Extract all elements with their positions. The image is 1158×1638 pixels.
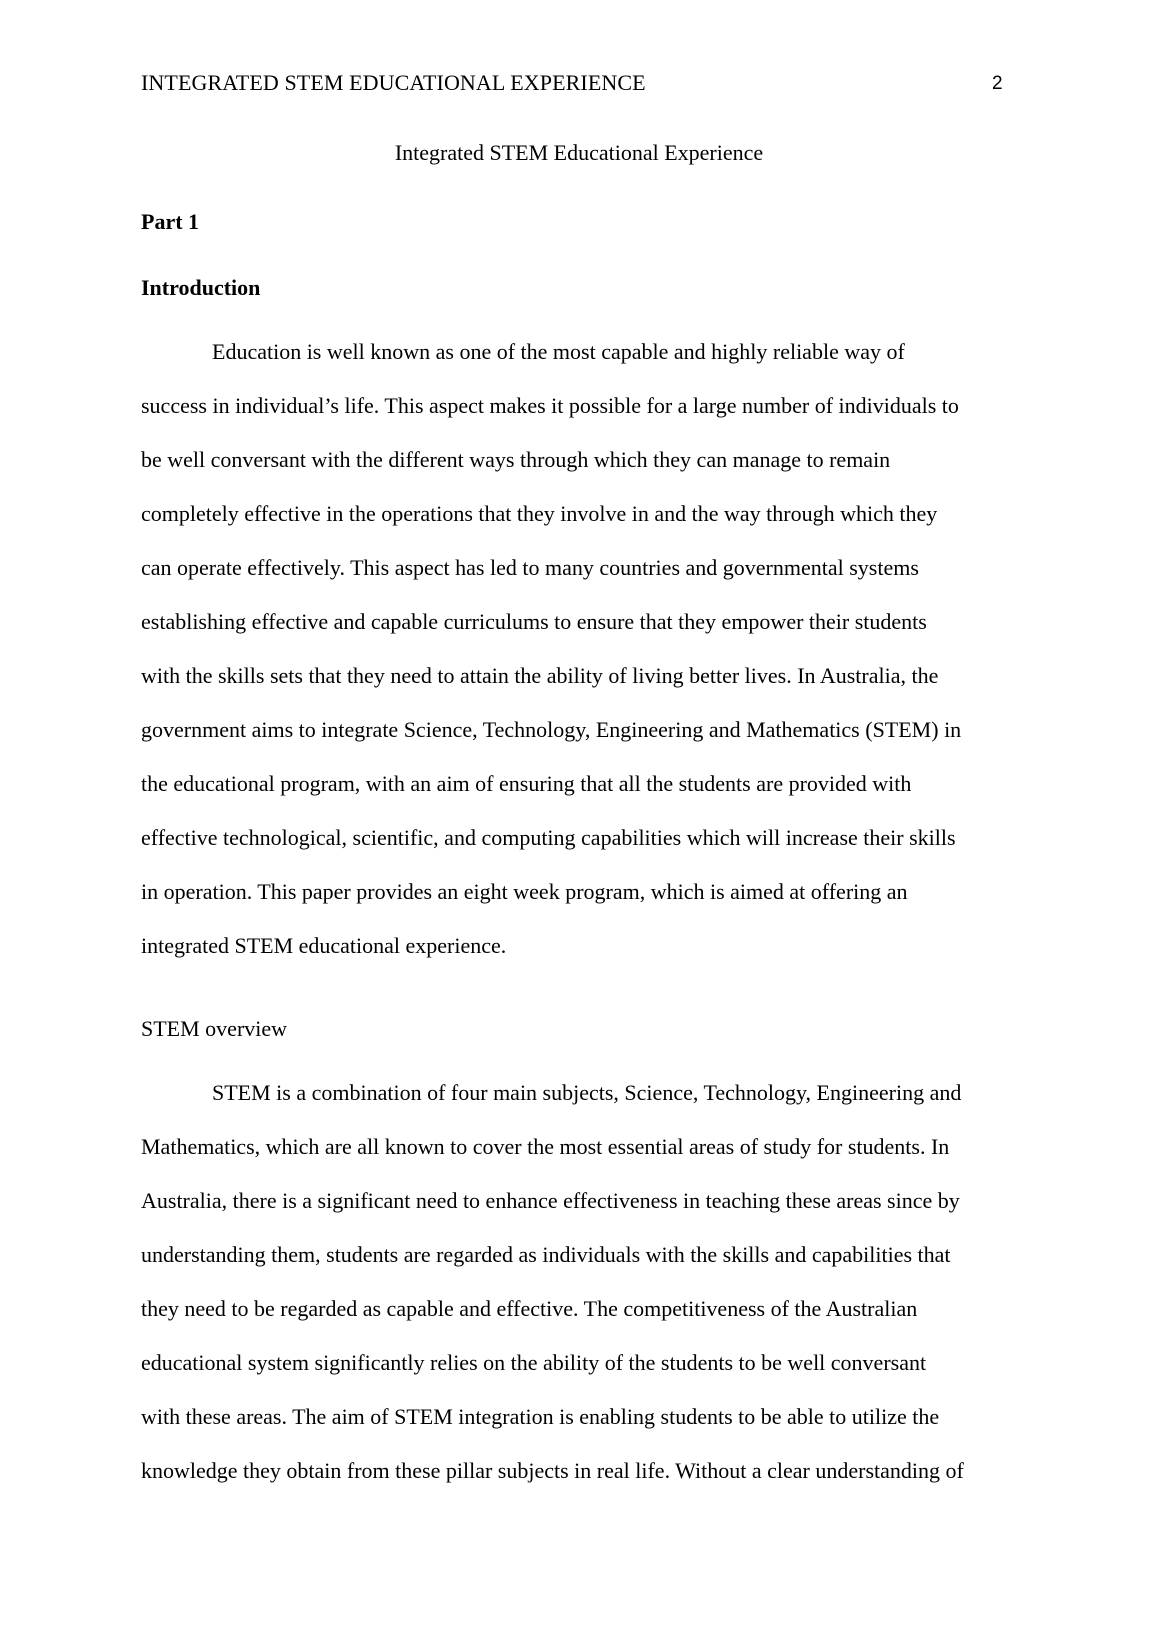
introduction-heading: Introduction xyxy=(141,275,261,300)
introduction-paragraph xyxy=(141,325,1021,973)
running-head: INTEGRATED STEM EDUCATIONAL EXPERIENCE xyxy=(141,70,646,95)
paragraph-line: be well conversant with the different ways through which they can manage to remain xyxy=(141,447,891,472)
paragraph-line: educational system significantly relies on the ability of the students to be well conversant xyxy=(141,1350,927,1375)
paragraph-line: knowledge they obtain from these pillar subjects in real life. Without a clear understanding of xyxy=(141,1458,964,1483)
paragraph-line: success in individual’s life. This aspect makes it possible for a large number of individuals to xyxy=(141,393,959,418)
document-title: Integrated STEM Educational Experience xyxy=(394,140,764,165)
paragraph-line: with the skills sets that they need to attain the ability of living better lives. In Australia, the xyxy=(141,663,939,688)
part-heading: Part 1 xyxy=(141,209,200,234)
paragraph-line: Mathematics, which are all known to cover the most essential areas of study for students. In xyxy=(141,1134,950,1159)
paragraph-line: the educational program, with an aim of ensuring that all the students are provided with xyxy=(141,771,912,796)
paragraph-line: government aims to integrate Science, Technology, Engineering and Mathematics (STEM) in xyxy=(141,717,962,742)
paragraph-line: Australia, there is a significant need to enhance effectiveness in teaching these areas since by xyxy=(141,1188,960,1213)
paragraph-line: Education is well known as one of the most capable and highly reliable way of xyxy=(212,339,905,364)
paragraph-line: they need to be regarded as capable and effective. The competitiveness of the Australian xyxy=(141,1296,918,1321)
paragraph-line: effective technological, scientific, and computing capabilities which will increase their skills xyxy=(141,825,956,850)
paragraph-line: understanding them, students are regarded as individuals with the skills and capabilities that xyxy=(141,1242,951,1267)
paragraph-line: with these areas. The aim of STEM integration is enabling students to be able to utilize the xyxy=(141,1404,940,1429)
page-number: 2 xyxy=(992,73,1003,94)
stem-overview-heading: STEM overview xyxy=(141,1016,288,1041)
paragraph-line: can operate effectively. This aspect has led to many countries and governmental systems xyxy=(141,555,919,580)
paragraph-line: establishing effective and capable curriculums to ensure that they empower their students xyxy=(141,609,927,634)
stem-overview-paragraph xyxy=(141,1066,1021,1498)
paragraph-line: STEM is a combination of four main subjects, Science, Technology, Engineering and xyxy=(212,1080,962,1105)
paragraph-line: in operation. This paper provides an eight week program, which is aimed at offering an xyxy=(141,879,908,904)
paragraph-line: completely effective in the operations that they involve in and the way through which they xyxy=(141,501,938,526)
paragraph-line: integrated STEM educational experience. xyxy=(141,933,507,958)
